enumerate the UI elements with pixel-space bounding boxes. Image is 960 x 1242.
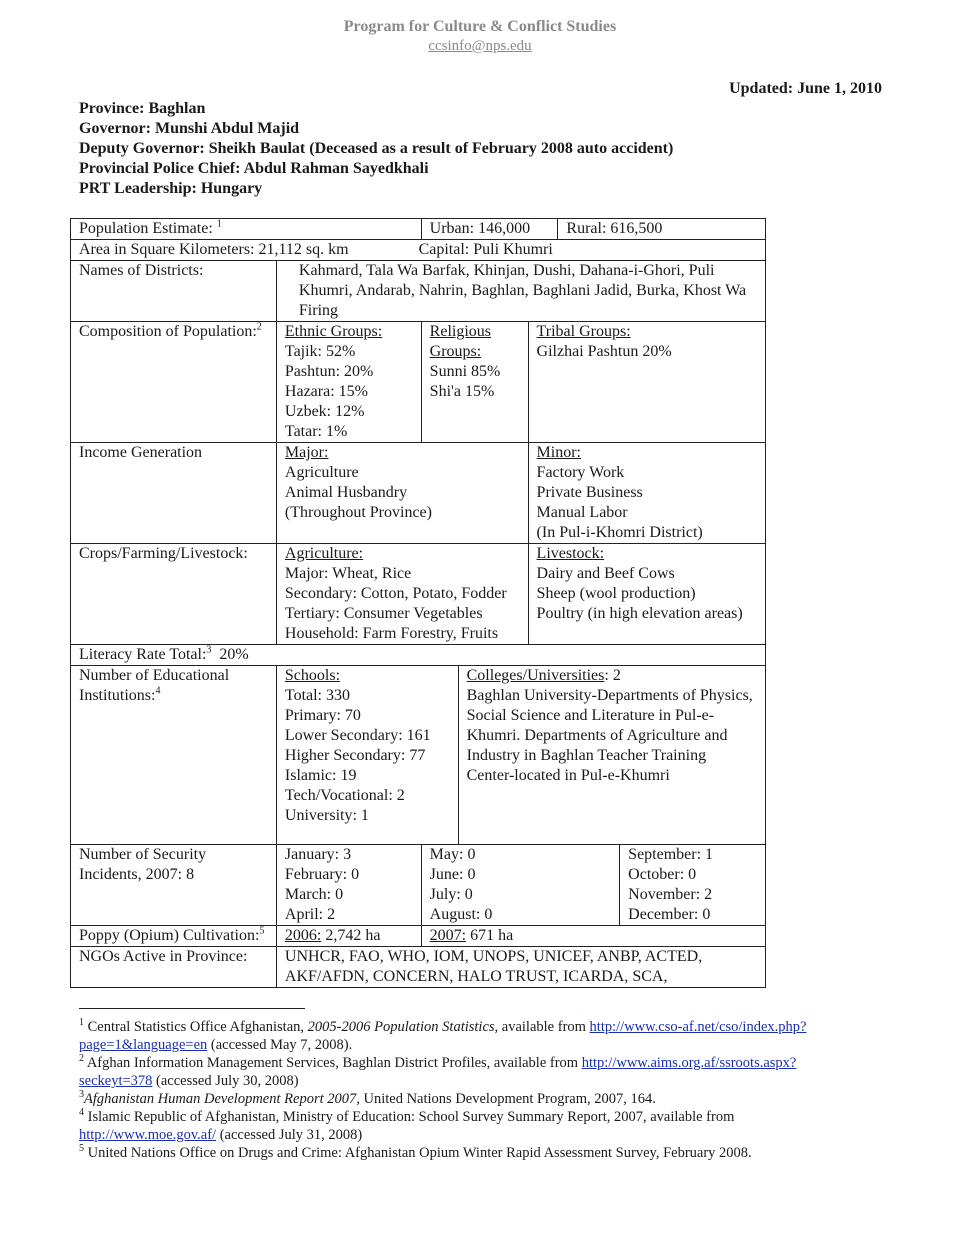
list-item: Lower Secondary: 161 xyxy=(284,727,431,744)
list-item: September: 1 xyxy=(628,846,714,863)
list-item: November: 2 xyxy=(628,886,713,903)
education-label: Number of Educational Institutions: xyxy=(79,667,230,704)
ngo-label: NGOs Active in Province: xyxy=(71,947,277,988)
colleges-count: : 2 xyxy=(604,667,621,684)
deputy-governor-line: Deputy Governor: Sheikh Baulat (Deceased as a result of February 2008 auto accident) xyxy=(79,140,674,157)
list-item: February: 0 xyxy=(284,866,360,883)
poppy-2006-cell xyxy=(276,926,421,947)
footnote-number: 5 xyxy=(79,1143,84,1155)
urban-cell: Urban: 146,000 xyxy=(421,219,558,240)
table-row xyxy=(71,443,766,544)
table-row xyxy=(71,261,766,322)
literacy-value: 20% xyxy=(219,646,249,663)
area-text: Area in Square Kilometers: 21,112 sq. km xyxy=(79,241,349,258)
footnote-4 xyxy=(79,1108,819,1144)
literacy-label: Literacy Rate Total: xyxy=(79,646,207,663)
composition-label: Composition of Population: xyxy=(79,323,257,340)
header-email-link[interactable]: ccsinfo@nps.edu xyxy=(428,38,532,54)
list-item: Manual Labor xyxy=(536,504,628,521)
footnote-link[interactable]: http://www.aims.org.af/ssroots.aspx?seckeyt=378 xyxy=(79,1055,797,1089)
header-title: Program for Culture & Conflict Studies xyxy=(343,18,617,35)
list-item: April: 2 xyxy=(284,906,336,923)
footnote-1 xyxy=(79,1018,819,1054)
list-item: (In Pul-i-Khomri District) xyxy=(536,524,703,541)
table-row xyxy=(71,645,766,666)
footnote-text: United Nations Office on Drugs and Crime: Afghanistan Opium Winter Rapid Assessment Survey, February 2008. xyxy=(84,1145,752,1161)
footnote-number: 3 xyxy=(79,1089,84,1101)
list-item: December: 0 xyxy=(628,906,711,923)
list-item: October: 0 xyxy=(628,866,697,883)
colleges-heading xyxy=(467,666,757,686)
list-item: Islamic: 19 xyxy=(284,767,357,784)
tribal-groups-cell xyxy=(528,322,765,443)
footnote-number: 1 xyxy=(79,1017,84,1029)
footnote-link[interactable]: http://www.moe.gov.af/ xyxy=(79,1127,217,1143)
poppy-label-cell xyxy=(71,926,277,947)
footnote-text: (accessed May 7, 2008). xyxy=(207,1037,353,1053)
table-row xyxy=(71,544,766,645)
footnote-text: (accessed July 30, 2008) xyxy=(152,1073,299,1089)
list-item: Tech/Vocational: 2 xyxy=(284,787,405,804)
ngo-list: UNHCR, FAO, WHO, IOM, UNOPS, UNICEF, ANBP, ACTED, AKF/AFDN, CONCERN, HALO TRUST, ICARDA, SCA, xyxy=(276,947,765,988)
tribal-groups-heading: Tribal Groups: xyxy=(536,323,631,340)
list-item: Gilzhai Pashtun 20% xyxy=(536,343,672,360)
footnote-5 xyxy=(79,1144,819,1162)
footnote-ref: 1 xyxy=(216,218,222,230)
province-info xyxy=(79,99,673,199)
poppy-2007-year: 2007: xyxy=(429,927,467,944)
poppy-2007-cell xyxy=(421,926,765,947)
colleges-heading-label: Colleges/Universities xyxy=(466,667,605,684)
footnote-text: , United Nations Development Program, 2007, 164. xyxy=(356,1091,656,1107)
list-item: May: 0 xyxy=(429,846,476,863)
education-label-cell xyxy=(71,666,277,845)
population-label: Population Estimate: xyxy=(79,220,213,237)
list-item: Dairy and Beef Cows xyxy=(536,565,675,582)
list-item: Poultry (in high elevation areas) xyxy=(536,605,743,622)
list-item: Total: 330 xyxy=(284,687,350,704)
footnote-text: Afghan Information Management Services, Baghlan District Profiles, available from xyxy=(84,1055,582,1071)
list-item: Shi'a 15% xyxy=(429,383,495,400)
footnote-ref: 2 xyxy=(256,321,262,333)
list-item: Private Business xyxy=(536,484,643,501)
footnote-text: , available from xyxy=(494,1019,590,1035)
colleges-cell xyxy=(458,666,765,845)
footnote-title: Afghanistan Human Development Report 2007 xyxy=(84,1091,357,1107)
list-item: University: 1 xyxy=(284,807,369,824)
security-months-col3 xyxy=(620,845,766,926)
table-row xyxy=(71,219,766,240)
footnote-title: 2005-2006 Population Statistics xyxy=(307,1019,495,1035)
prt-leadership-line: PRT Leadership: Hungary xyxy=(79,180,263,197)
list-item: Agriculture xyxy=(284,464,359,481)
police-chief-line: Provincial Police Chief: Abdul Rahman Sayedkhali xyxy=(79,160,429,177)
colleges-description: Baghlan University-Departments of Physics, Social Science and Literature in Pul-e-Khumri. Departments of Agriculture and Industry in Baghlan Teacher Training Center-located in Pul-e-Khumri xyxy=(466,687,753,784)
updated-date: Updated: June 1, 2010 xyxy=(729,80,882,97)
province-data-table xyxy=(70,218,766,988)
literacy-cell xyxy=(71,645,766,666)
province-line: Province: Baghlan xyxy=(79,100,206,117)
governor-line: Governor: Munshi Abdul Majid xyxy=(79,120,300,137)
table-row xyxy=(71,322,766,443)
composition-label-cell xyxy=(71,322,277,443)
footnote-link[interactable]: http://www.cso-af.net/cso/index.php?page=1&language=en xyxy=(79,1019,807,1053)
schools-cell xyxy=(276,666,458,845)
footnote-ref: 4 xyxy=(155,685,161,697)
religious-groups-cell xyxy=(421,322,528,443)
income-minor-heading: Minor: xyxy=(536,444,581,461)
table-row xyxy=(71,926,766,947)
list-item: Sheep (wool production) xyxy=(536,585,696,602)
poppy-2007-value: 671 ha xyxy=(466,927,514,944)
income-minor-cell xyxy=(528,443,765,544)
poppy-label: Poppy (Opium) Cultivation: xyxy=(79,927,260,944)
ethnic-groups-cell xyxy=(276,322,421,443)
list-item: Major: Wheat, Rice xyxy=(284,565,412,582)
list-item: June: 0 xyxy=(429,866,476,883)
table-row xyxy=(71,845,766,926)
poppy-2006-year: 2006: xyxy=(284,927,322,944)
list-item: August: 0 xyxy=(429,906,493,923)
security-label: Number of Security Incidents, 2007: 8 xyxy=(71,845,277,926)
footnote-divider xyxy=(79,1008,305,1009)
livestock-heading: Livestock: xyxy=(536,545,605,562)
list-item: Tertiary: Consumer Vegetables xyxy=(284,605,483,622)
security-months-col2 xyxy=(421,845,620,926)
list-item: Pashtun: 20% xyxy=(284,363,374,380)
footnote-2 xyxy=(79,1054,819,1090)
poppy-2006-value: 2,742 ha xyxy=(321,927,381,944)
agriculture-heading: Agriculture: xyxy=(284,545,364,562)
footnote-3 xyxy=(79,1090,819,1108)
list-item: Primary: 70 xyxy=(284,707,361,724)
footnote-text: Islamic Republic of Afghanistan, Ministry of Education: School Survey Summary Report, 2007, available from xyxy=(84,1109,735,1125)
list-item: Household: Farm Forestry, Fruits xyxy=(284,625,499,642)
footnote-text: Central Statistics Office Afghanistan, xyxy=(84,1019,308,1035)
footnotes xyxy=(79,1018,819,1162)
footnote-text: (accessed July 31, 2008) xyxy=(216,1127,363,1143)
crops-label: Crops/Farming/Livestock: xyxy=(71,544,277,645)
footnote-ref: 3 xyxy=(206,644,212,656)
table-row xyxy=(71,240,766,261)
livestock-cell xyxy=(528,544,765,645)
income-major-heading: Major: xyxy=(284,444,329,461)
districts-list: Kahmard, Tala Wa Barfak, Khinjan, Dushi, Dahana-i-Ghori, Puli Khumri, Andarab, Nahrin, Baghlan, Baghlani Jadid, Burka, Khost Wa Firing xyxy=(276,261,765,322)
table-row xyxy=(71,666,766,845)
footnote-ref: 5 xyxy=(259,925,265,937)
rural-cell: Rural: 616,500 xyxy=(558,219,766,240)
ethnic-groups-heading: Ethnic Groups: xyxy=(284,323,383,340)
capital-text: Capital: Puli Khumri xyxy=(418,241,553,258)
list-item: Sunni 85% xyxy=(429,363,501,380)
list-item: Tatar: 1% xyxy=(284,423,348,440)
list-item: Secondary: Cotton, Potato, Fodder xyxy=(284,585,507,602)
income-label: Income Generation xyxy=(71,443,277,544)
agriculture-cell xyxy=(276,544,528,645)
list-item: Animal Husbandry xyxy=(284,484,408,501)
districts-label: Names of Districts: xyxy=(71,261,277,322)
income-major-cell xyxy=(276,443,528,544)
list-item: Hazara: 15% xyxy=(284,383,368,400)
area-cell xyxy=(71,240,766,261)
list-item: Uzbek: 12% xyxy=(284,403,365,420)
list-item: (Throughout Province) xyxy=(284,504,432,521)
population-label-cell xyxy=(71,219,422,240)
schools-heading: Schools: xyxy=(284,667,341,684)
security-months-col1 xyxy=(276,845,421,926)
table-row xyxy=(71,947,766,988)
religious-groups-heading: Religious Groups: xyxy=(429,323,492,360)
footnote-number: 4 xyxy=(79,1107,84,1119)
footnote-number: 2 xyxy=(79,1053,84,1065)
list-item: Factory Work xyxy=(536,464,625,481)
list-item: Tajik: 52% xyxy=(284,343,356,360)
list-item: January: 3 xyxy=(284,846,352,863)
list-item: Higher Secondary: 77 xyxy=(284,747,426,764)
list-item: July: 0 xyxy=(429,886,473,903)
list-item: March: 0 xyxy=(284,886,344,903)
